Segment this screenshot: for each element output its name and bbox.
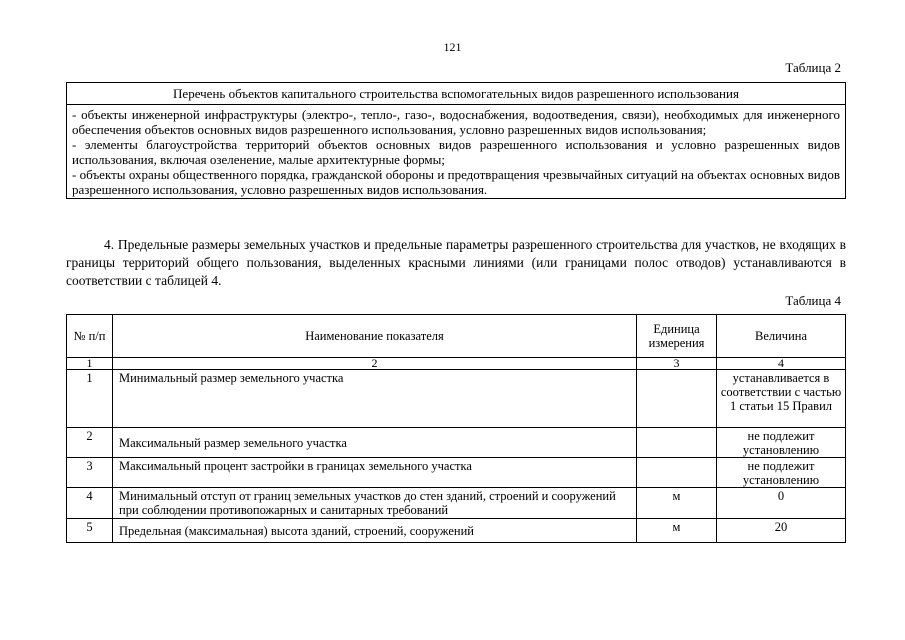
row-unit	[637, 458, 717, 488]
row-number: 3	[67, 458, 113, 488]
column-number: 4	[717, 358, 846, 370]
table-row	[67, 458, 846, 488]
table-row	[67, 519, 846, 543]
row-number: 4	[67, 488, 113, 519]
row-name: Минимальный размер земельного участка	[113, 370, 637, 428]
row-number: 1	[67, 370, 113, 428]
table-4-label: Таблица 4	[785, 293, 841, 308]
row-value: 0	[717, 488, 846, 519]
table-row	[67, 370, 846, 428]
row-unit: м	[637, 488, 717, 519]
paragraph-4: 4. Предельные размеры земельных участков и предельные параметры разрешенного строительства для участков, не входящих в границы территорий общего пользования, выделенных красными линиями (или границами полос отводов) устанавливаются в соответствии с таблицей 4.	[66, 237, 846, 288]
table-2-item: - объекты охраны общественного порядка, гражданской обороны и предотвращения чрезвычайных ситуаций на объектах основных видов разрешенного использования, условно разрешенных видов использования.	[72, 167, 840, 197]
row-value: не подлежит установлению	[717, 458, 846, 488]
row-unit	[637, 370, 717, 428]
row-value: 20	[717, 519, 846, 543]
table-2-label: Таблица 2	[785, 60, 841, 75]
row-name: Предельная (максимальная) высота зданий, строений, сооружений	[113, 519, 637, 543]
table-2-item: - объекты инженерной инфраструктуры (электро-, тепло-, газо-, водоснабжения, водоотведения, связи), необходимых для инженерного обеспечения объектов основных видов разрешенного использования, условно разрешенных видов использования;	[72, 107, 840, 137]
row-value: устанавливается в соответствии с частью 1 статьи 15 Правил	[717, 370, 846, 428]
row-value: не подлежит установлению	[717, 428, 846, 458]
table-4	[66, 314, 846, 543]
table-row	[67, 488, 846, 519]
column-header-name: Наименование показателя	[113, 315, 637, 358]
row-unit: м	[637, 519, 717, 543]
row-name: Максимальный процент застройки в границах земельного участка	[113, 458, 637, 488]
column-header-unit: Единица измерения	[637, 315, 717, 358]
column-header-value: Величина	[717, 315, 846, 358]
column-number: 1	[67, 358, 113, 370]
row-number: 2	[67, 428, 113, 458]
column-number: 3	[637, 358, 717, 370]
column-header-number: № п/п	[67, 315, 113, 358]
row-number: 5	[67, 519, 113, 543]
table-2-body	[67, 105, 846, 199]
table-row	[67, 428, 846, 458]
row-unit	[637, 428, 717, 458]
column-number: 2	[113, 358, 637, 370]
row-name: Максимальный размер земельного участка	[113, 428, 637, 458]
table-2-item: - элементы благоустройства территорий объектов основных видов разрешенного использования и условно разрешенных видов использования, включая озеленение, малые архитектурные формы;	[72, 137, 840, 167]
row-name: Минимальный отступ от границ земельных участков до стен зданий, строений и сооружений при соблюдении противопожарных и санитарных требований	[113, 488, 637, 519]
table-2-header: Перечень объектов капитального строительства вспомогательных видов разрешенного использования	[67, 83, 846, 105]
page-number: 121	[443, 40, 462, 54]
table-2	[66, 82, 846, 199]
